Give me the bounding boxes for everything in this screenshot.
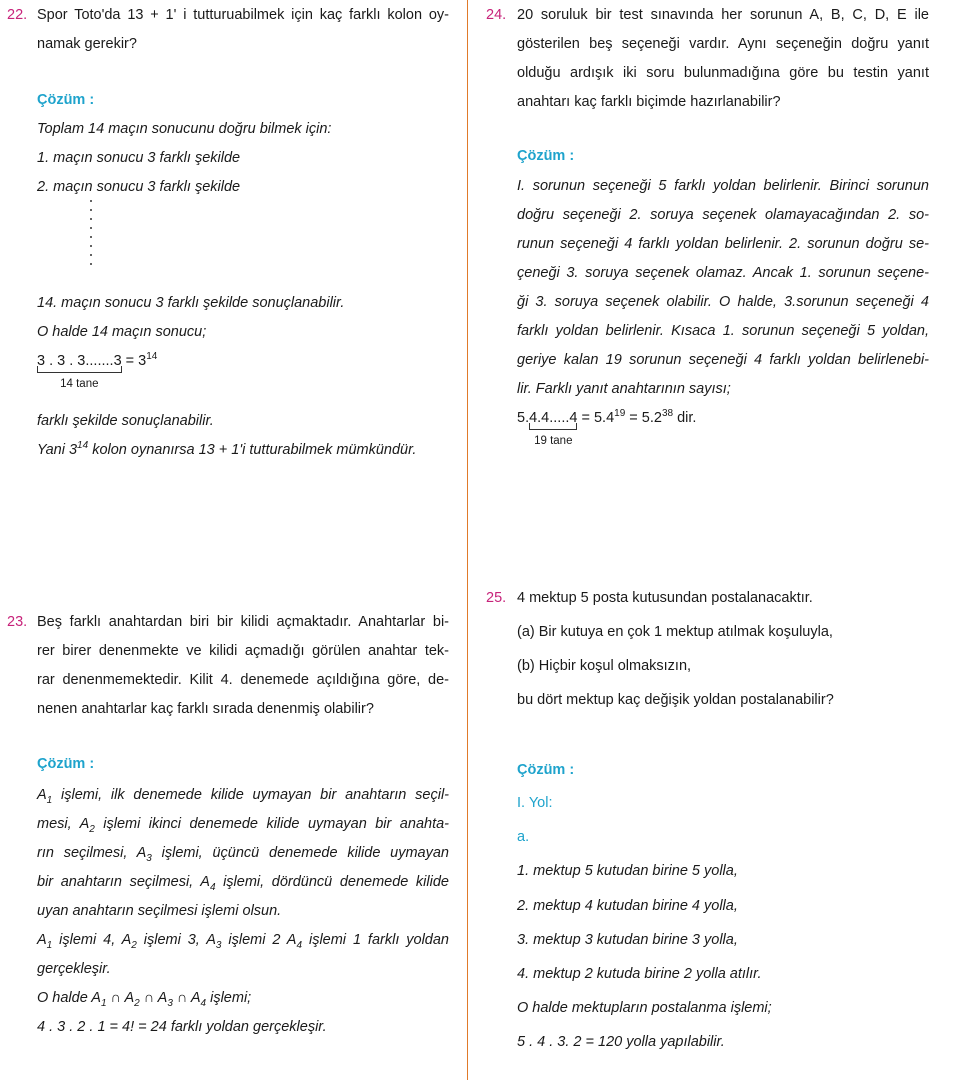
formula-power: 3 . 3 . 3.......3 14 tane = $3^{14}$ (37, 347, 157, 376)
solution-line: rın seçilmesi, $A_3$ işlemi, üçüncü denemede kilide uymayan (37, 845, 449, 864)
question-line: nenen anahtarlar kaç farklı sırada denenmiş olabilir? (37, 701, 374, 717)
solution-line: lir. Farklı yanıt anahtarının sayısı; (517, 381, 731, 397)
solution-text (37, 781, 449, 1042)
solution-line: O halde 14 maçın sonucu; (37, 324, 207, 340)
solution-label: Çözüm : (517, 762, 575, 778)
question-option-b: (b) Hiçbir koşul olmaksızın, (517, 658, 692, 674)
solution-line: 5 . 4 . 3. 2 = 120 yolla yapılabilir. (517, 1034, 725, 1050)
solution-line: bir anahtarın seçilmesi, $A_4$ işlemi, dördüncü denemede kilide (37, 874, 449, 893)
question-line: anahtarı kaç farklı biçimde hazırlanabilir? (517, 94, 781, 110)
question-line: rer birer denenmekte ve kilidi açmadığı görülen anahtar tek- (37, 643, 449, 659)
solution-line: farklı şekilde sonuçlanabilir. (37, 413, 214, 429)
underbrace-label: 14 tane (60, 378, 99, 390)
solution-line: gerçekleşir. (37, 961, 111, 977)
solution-line: Toplam 14 maçın sonucunu doğru bilmek için: (37, 121, 332, 137)
question-line: 20 soruluk bir test sınavında her sorunun A, B, C, D, E ile (517, 7, 929, 23)
right-column (469, 0, 954, 1080)
question-line: rar denenmemektedir. Kilit 4. denemede açıldığına göre, de- (37, 672, 449, 688)
solution-line: geriye kalan 19 sorunun seçeneği 4 farklı yoldan belirlenebi- (517, 352, 929, 368)
braced-product: 3 . 3 . 3.......3 14 tane (37, 347, 122, 376)
solution-label: Çözüm : (37, 92, 95, 108)
question-number: 25. (486, 590, 507, 606)
solution-line: 3. mektup 3 kutudan birine 3 yolla, (517, 932, 738, 948)
solution-line: 1. maçın sonucu 3 farklı şekilde (37, 150, 241, 166)
solution-line: ği 3. soruya seçenek olabilir. O halde, 3.sorunun seçeneği 4 (517, 294, 929, 310)
question-number: 24. (486, 7, 507, 23)
solution-text (517, 172, 929, 404)
solution-line: O halde $A_1$ ∩ $A_2$ ∩ $A_3$ ∩ $A_4$ işlemi; (37, 990, 252, 1009)
formula-power: 5.4.4.....4 19 tane = $5.4^{19} = 5.2^{38}$ dir. (517, 404, 696, 433)
solution-line: 4 . 3 . 2 . 1 = 4! = 24 farklı yoldan gerçekleşir. (37, 1019, 327, 1035)
underbrace-label: 19 tane (534, 435, 573, 447)
solution-line: 4. mektup 2 kutuda birine 2 yolla atılır. (517, 966, 762, 982)
question-option-a: (a) Bir kutuya en çok 1 mektup atılmak koşuluyla, (517, 624, 833, 640)
question-line: namak gerekir? (37, 36, 137, 52)
solution-label: Çözüm : (517, 148, 575, 164)
way-label: I. Yol: (517, 795, 553, 811)
solution-line: farklı yoldan belirlenir. Kısaca 1. sorunun seçeneği 5 yoldan, (517, 323, 929, 339)
solution-line: 2. mektup 4 kutudan birine 4 yolla, (517, 898, 738, 914)
solution-label: Çözüm : (37, 756, 95, 772)
solution-line: $A_1$ işlemi, ilk denemede kilide uymayan bir anahtarın seçil- (37, 787, 449, 806)
solution-line: mesi, $A_2$ işlemi ikinci denemede kilide uymayan bir anahta- (37, 816, 449, 835)
part-label: a. (517, 829, 530, 845)
question-text (37, 608, 449, 724)
left-column (0, 0, 467, 1080)
braced-product: 4.4.....4 19 tane (529, 404, 577, 433)
solution-line: 2. maçın sonucu 3 farklı şekilde (37, 179, 241, 195)
question-text (517, 1, 929, 117)
solution-line: doğru seçeneği 2. soruya seçenek olamayacağından 2. so- (517, 207, 929, 223)
question-line: bu dört mektup kaç değişik yoldan postalanabilir? (517, 692, 834, 708)
question-number: 22. (7, 7, 28, 23)
solution-conclusion: Yani $3^{14}$ kolon oynanırsa 13 + 1'i tutturabilmek mümkündür. (37, 440, 417, 458)
column-divider (467, 0, 468, 1080)
question-line: olduğu ardışık iki soru bulunmadığına göre bu testin yanıt (517, 65, 929, 81)
solution-line: O halde mektupların postalanma işlemi; (517, 1000, 772, 1016)
question-line: Beş farklı anahtardan biri bir kilidi açmaktadır. Anahtarlar bi- (37, 614, 449, 630)
solution-line: runun seçeneği 4 farklı yoldan belirlenir. 2. sorunun doğru se- (517, 236, 929, 252)
question-line: gösterilen beş seçeneği vardır. Aynı seçeneğin doğru yanıt (517, 36, 929, 52)
question-number: 23. (7, 614, 28, 630)
solution-line: $A_1$ işlemi 4, $A_2$ işlemi 3, $A_3$ işlemi 2 $A_4$ işlemi 1 farklı yoldan (37, 932, 449, 951)
question-line: Spor Toto'da 13 + 1' i tutturuabilmek için kaç farklı kolon oy- (37, 7, 449, 23)
vertical-ellipsis (90, 200, 94, 272)
solution-line: 14. maçın sonucu 3 farklı şekilde sonuçlanabilir. (37, 295, 345, 311)
question-text (37, 1, 449, 59)
question-line: 4 mektup 5 posta kutusundan postalanacaktır. (517, 590, 813, 606)
solution-line: çeneği 3. soruya seçenek olamaz. Ancak 1. sorunun seçene- (517, 265, 929, 281)
solution-line: I. sorunun seçeneği 5 farklı yoldan belirlenir. Birinci sorunun (517, 178, 929, 194)
solution-line: 1. mektup 5 kutudan birine 5 yolla, (517, 863, 738, 879)
solution-line: uyan anahtarın seçilmesi işlemi olsun. (37, 903, 282, 919)
